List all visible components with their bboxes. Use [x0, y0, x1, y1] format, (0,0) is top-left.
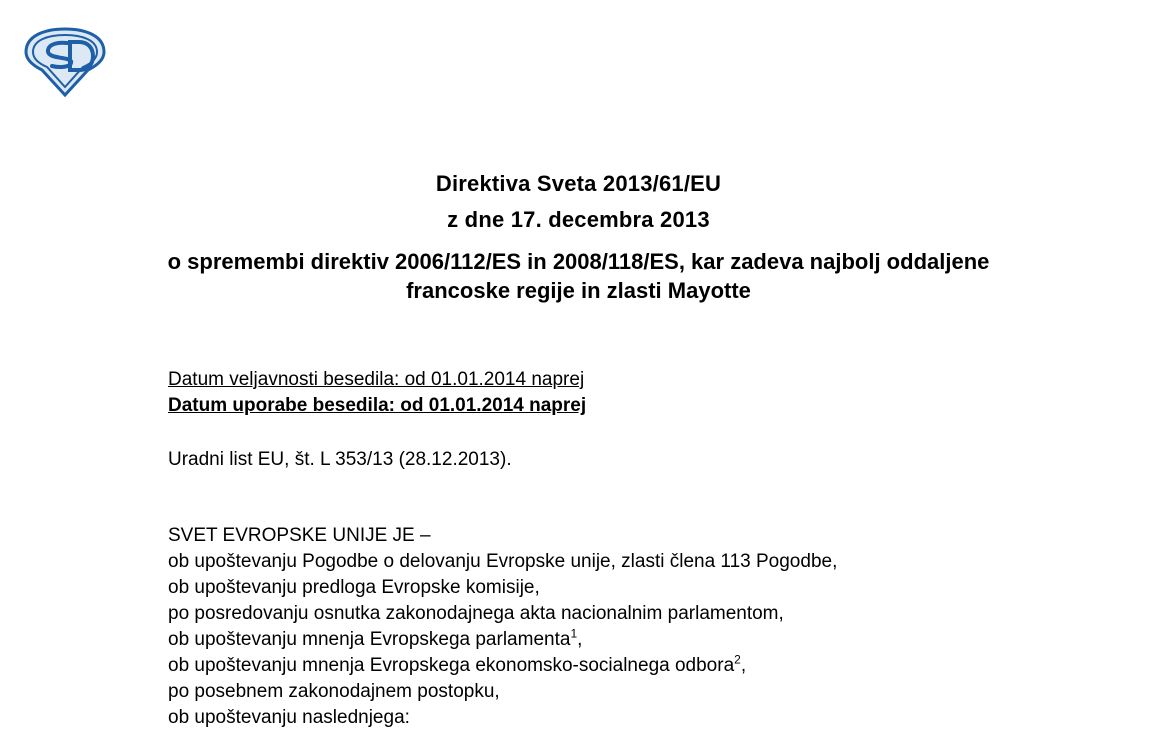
recital-line — [168, 705, 1128, 731]
recital-text: ob upoštevanju mnenja Evropskega parlamenta — [168, 629, 571, 650]
journal-reference: Uradni list EU, št. L 353/13 (28.12.2013). — [168, 449, 512, 470]
recital-text: ob upoštevanju predloga Evropske komisije, — [168, 577, 540, 598]
recital-line — [168, 679, 1128, 705]
preamble-opening: SVET EVROPSKE UNIJE JE – — [168, 525, 431, 546]
recital-text: ob upoštevanju naslednjega: — [168, 707, 410, 728]
application-date-line: Datum uporabe besedila: od 01.01.2014 naprej — [168, 395, 587, 416]
preamble-block — [168, 523, 1128, 731]
footnote-ref-1: 1 — [570, 626, 578, 641]
recital-line — [168, 549, 1128, 575]
recital-line — [168, 627, 1128, 653]
document-body — [168, 367, 1128, 731]
recital-text: po posredovanju osnutka zakonodajnega akta nacionalnim parlamentom, — [168, 603, 784, 624]
recital-line — [168, 575, 1128, 601]
recital-text: po posebnem zakonodajnem postopku, — [168, 681, 500, 702]
document-title-block — [0, 168, 1157, 305]
recital-line — [168, 601, 1128, 627]
recital-text: ob upoštevanju Pogodbe o delovanju Evropske unije, zlasti člena 113 Pogodbe, — [168, 551, 838, 572]
sd-shield-logo-icon — [22, 26, 108, 98]
title-line-3: o spremembi direktiv 2006/112/ES in 2008/118/ES, kar zadeva najbolj oddaljene francoske regije in zlasti Mayotte — [167, 249, 990, 303]
recital-suffix: , — [577, 629, 583, 650]
effective-date-line: Datum veljavnosti besedila: od 01.01.2014 naprej — [168, 369, 585, 390]
recital-line — [168, 653, 1128, 679]
recital-text: ob upoštevanju mnenja Evropskega ekonomsko-socialnega odbora — [168, 655, 735, 676]
title-line-1: Direktiva Sveta 2013/61/EU — [435, 171, 722, 196]
footnote-ref-2: 2 — [734, 652, 741, 667]
title-line-2: z dne 17. decembra 2013 — [447, 207, 710, 232]
recital-suffix: , — [740, 655, 747, 676]
